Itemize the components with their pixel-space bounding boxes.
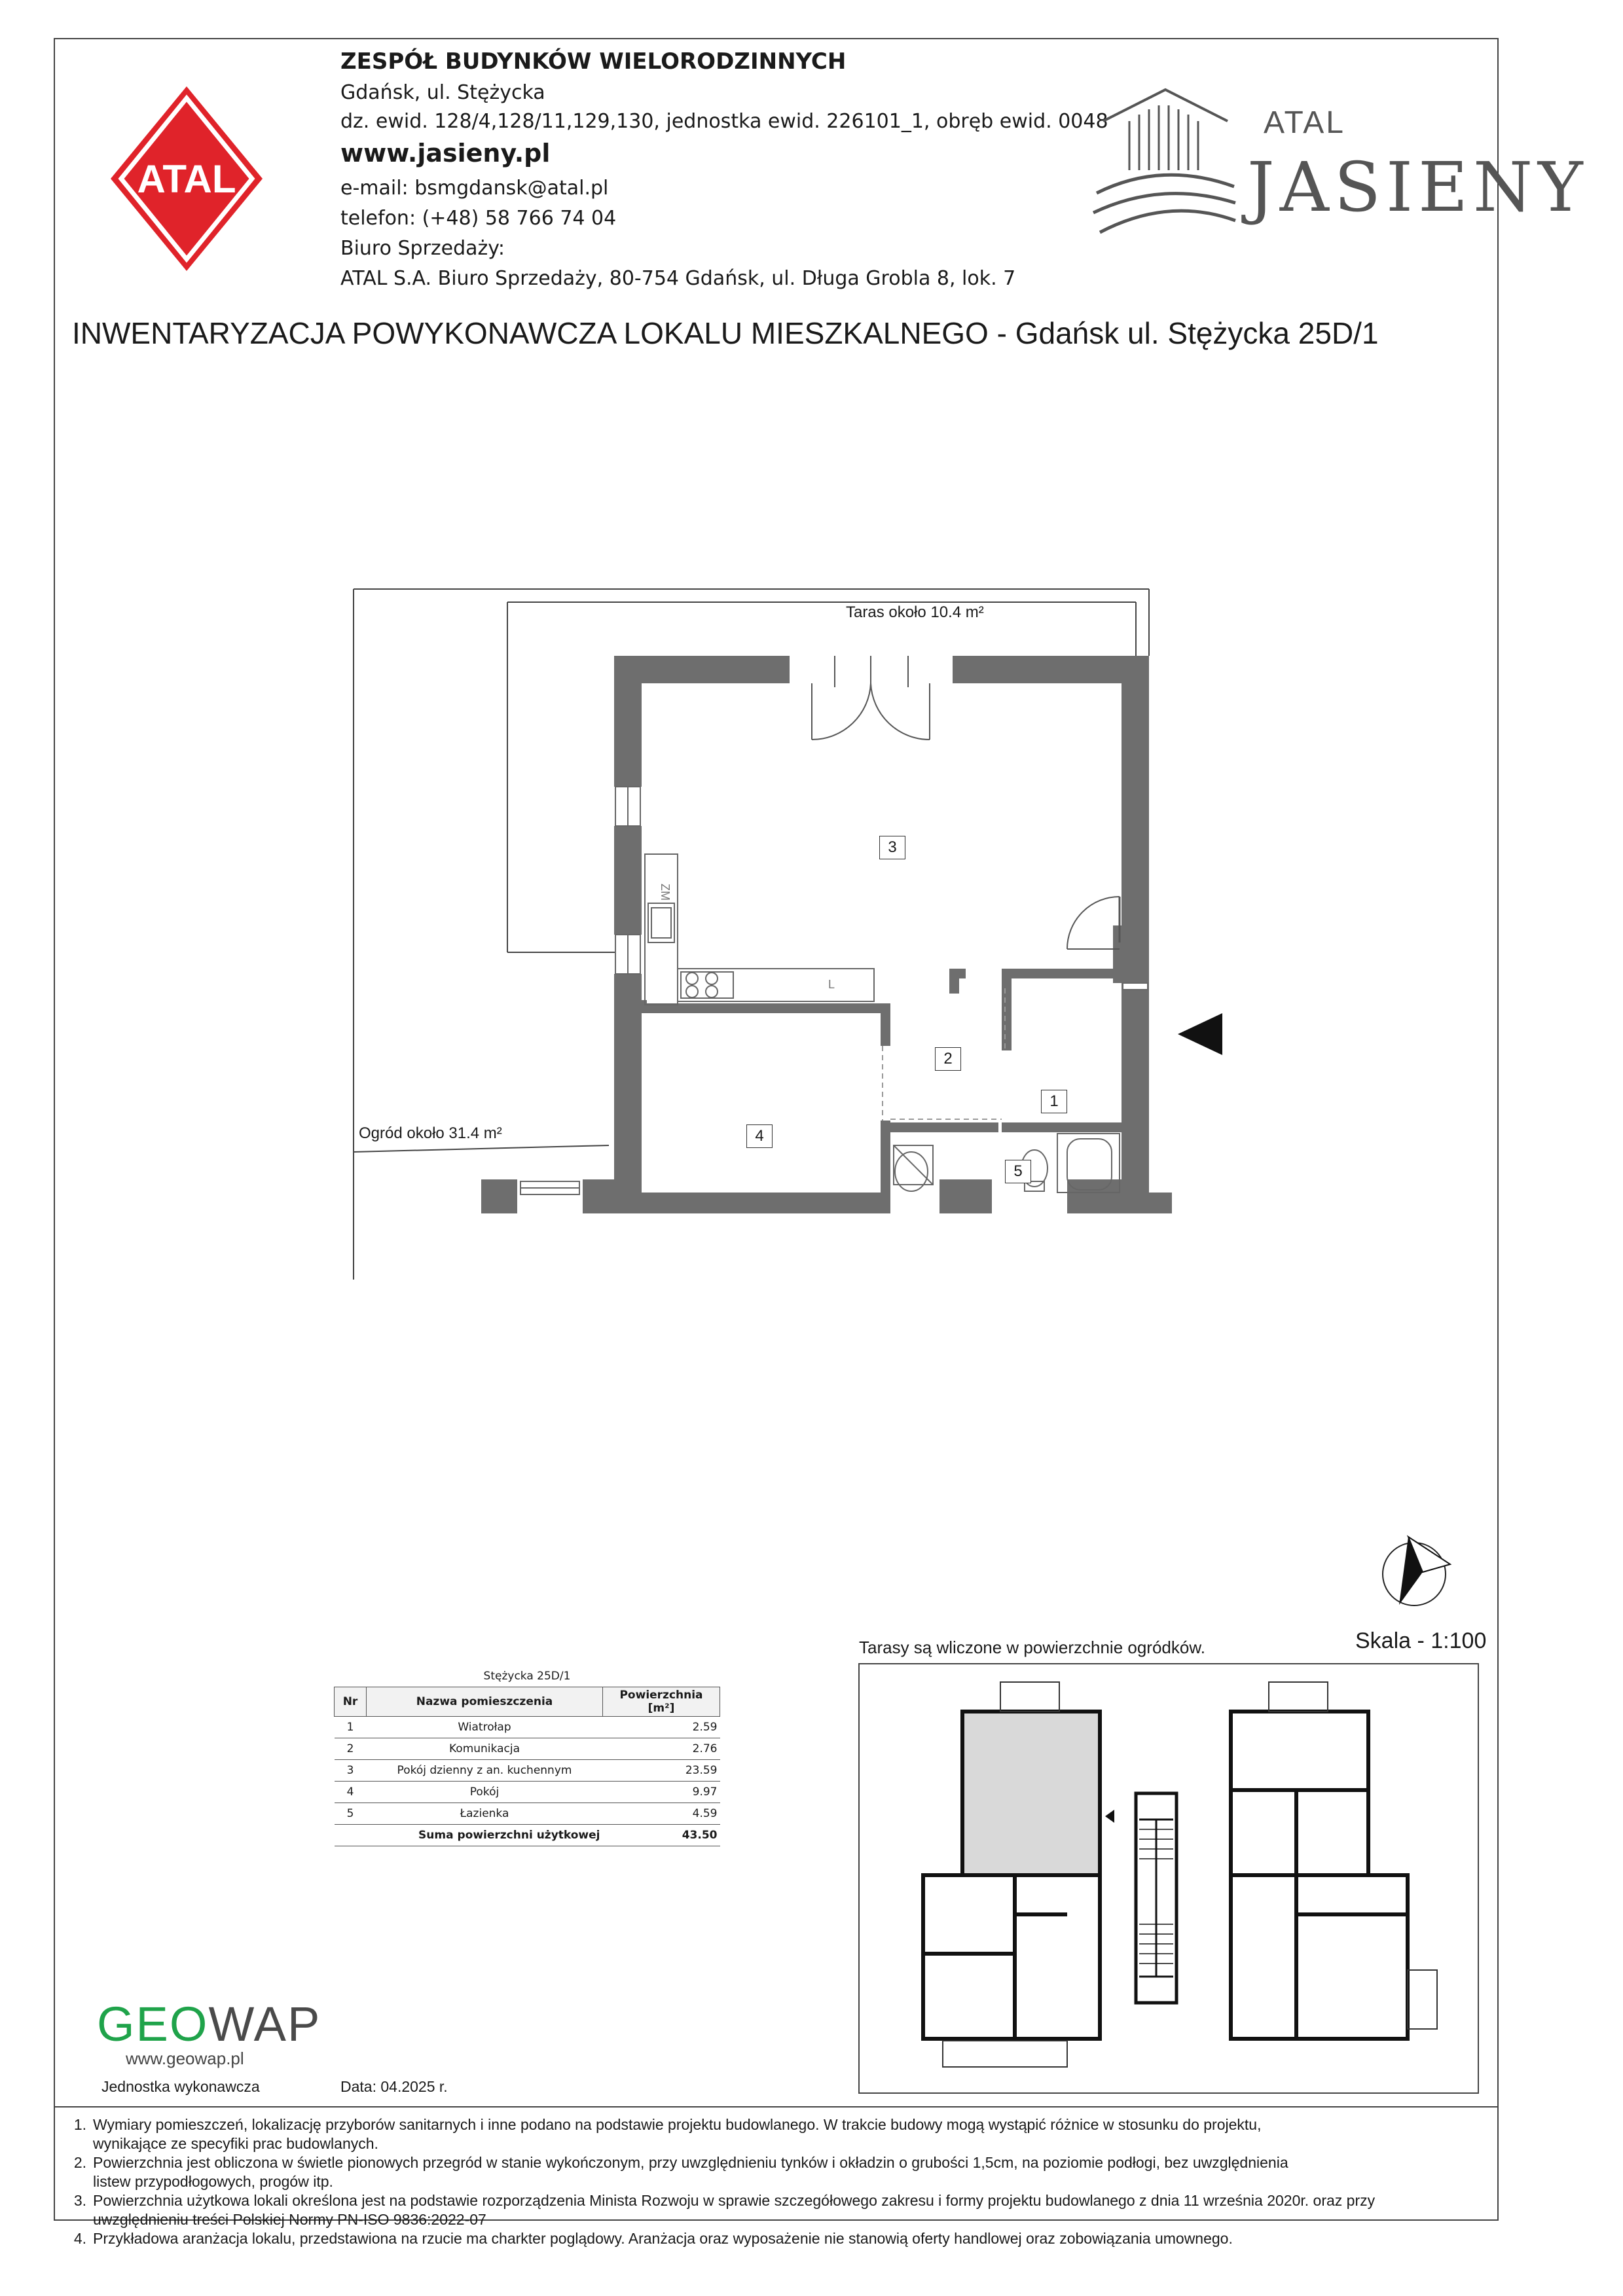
terrace-label: Taras około 10.4 m² (846, 603, 984, 621)
note-item: 4. Przykładowa aranżacja lokalu, przedstawiona na rzucie ma charkter poglądowy. Aranżacja oraz wyposażenie nie stanowią oferty handlowej oraz zobowiązania umownego. (73, 2230, 1233, 2247)
note-item: 2. Powierzchnia jest obliczona w świetle pionowych przegród w stanie wykończonym, przy uwzględnieniu tynków i okładzin o grubości 1,5cm, na poziomie podłogi, bez uwzględnienia listew przypodłogowych, progów itp. (73, 2154, 1288, 2190)
table-row: 2 Komunikacja 2.76 (335, 1738, 720, 1760)
header-sales-address: ATAL S.A. Biuro Sprzedaży, 80-754 Gdańsk, ul. Długa Grobla 8, lok. 7 (340, 267, 1016, 290)
garden-label: Ogród około 31.4 m² (359, 1124, 502, 1142)
date-label: Data: 04.2025 r. (340, 2078, 448, 2095)
room-table (334, 1666, 720, 1846)
table-header-row (335, 1687, 720, 1717)
note-item: 3. Powierzchnia użytkowa lokali określona jest na podstawie rozporządzenia Minista Rozwoju w sprawie szczegółowego zakresu i formy projektu budowlanego z dnia 11 września 2020r. oraz przy uwzględnieniu treści Polskiej Normy PN-ISO 9836:2022-07 (73, 2192, 1376, 2228)
header-email[interactable]: e-mail: bsmgdansk@atal.pl (340, 177, 609, 200)
geowap-url[interactable]: www.geowap.pl (126, 2049, 244, 2068)
room-number-1: 1 (1041, 1090, 1067, 1113)
table-row: 3 Pokój dzienny z an. kuchennym 23.59 (335, 1760, 720, 1782)
table-row: 5 Łazienka 4.59 (335, 1803, 720, 1825)
svg-text:L: L (828, 978, 835, 991)
geowap-logo: GEOWAP (97, 1997, 321, 2051)
unit-label: Jednostka wykonawcza (101, 2078, 260, 2095)
room-number-2: 2 (935, 1047, 961, 1071)
table-row: 1 Wiatrołap 2.59 (335, 1717, 720, 1738)
header-phone: telefon: (+48) 58 766 74 04 (340, 207, 617, 230)
column-header-name: Nazwa pomieszczenia (367, 1687, 603, 1717)
table-caption-row (335, 1666, 720, 1687)
svg-text:ZM: ZM (659, 884, 672, 901)
entrance-arrow-icon (1175, 1008, 1228, 1060)
svg-text:ATAL: ATAL (137, 157, 236, 201)
jasieny-logo-atal: ATAL (1264, 105, 1345, 140)
scale-label: Skala - 1:100 (1355, 1628, 1487, 1653)
jasieny-logo-mark (1090, 82, 1241, 245)
note-item: 1. Wymiary pomieszczeń, lokalizację przyborów sanitarnych i inne podano na podstawie projektu budowlanego. W trakcie budowy mogą wystąpić różnice w stosunku do projektu, wynikające ze specyfiki prac budowlanych. (73, 2116, 1262, 2152)
table-sum-row: Suma powierzchni użytkowej 43.50 (335, 1825, 720, 1846)
header-sales-label: Biuro Sprzedaży: (340, 237, 505, 260)
header-address: Gdańsk, ul. Stężycka (340, 81, 545, 104)
atal-logo (108, 84, 265, 274)
room-number-3: 3 (879, 836, 905, 859)
table-caption: Stężycka 25D/1 (335, 1666, 720, 1687)
website-link[interactable]: www.jasieny.pl (340, 139, 551, 168)
key-plan-note: Tarasy są wliczone w powierzchnie ogródków. (859, 1638, 1205, 1657)
page-title: INWENTARYZACJA POWYKONAWCZA LOKALU MIESZKALNEGO - Gdańsk ul. Stężycka 25D/1 (72, 316, 1379, 350)
north-compass-icon (1372, 1532, 1457, 1617)
key-plan (858, 1662, 1480, 2094)
column-header-nr: Nr (335, 1687, 367, 1717)
header-title: ZESPÓŁ BUDYNKÓW WIELORODZINNYCH (340, 48, 847, 75)
table-row: 4 Pokój 9.97 (335, 1782, 720, 1803)
floor-plan (347, 583, 1172, 1289)
notes-section (54, 2115, 1499, 2248)
room-number-4: 4 (746, 1124, 773, 1148)
jasieny-logo-name: JASIENY (1247, 147, 1588, 227)
column-header-area: Powierzchnia [m²] (603, 1687, 720, 1717)
header-plot: dz. ewid. 128/4,128/11,129,130, jednostka ewid. 226101_1, obręb ewid. 0048 (340, 110, 1108, 133)
room-number-5: 5 (1005, 1160, 1031, 1183)
